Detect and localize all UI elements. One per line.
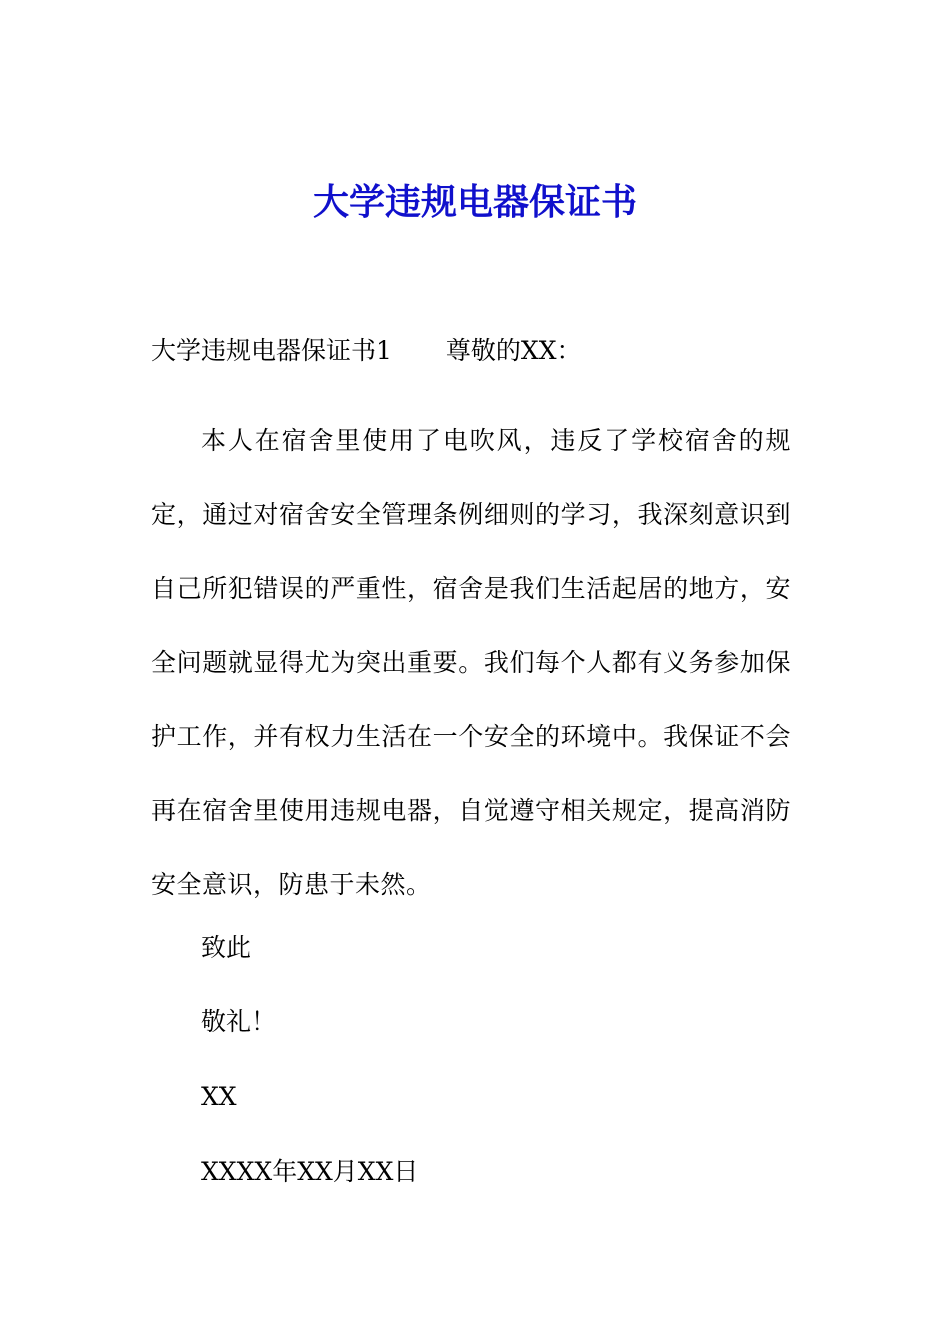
closing-salute: 敬礼！ <box>201 1007 277 1036</box>
document-heading: 大学违规电器保证书1 <box>151 336 392 365</box>
salutation: 尊敬的XX： <box>445 336 582 365</box>
signature: XX <box>201 1082 237 1111</box>
intro-line <box>151 330 582 372</box>
date: XXXX年XX月XX日 <box>201 1157 419 1186</box>
closing-phrase: 致此 <box>201 933 252 962</box>
body-paragraph: 本人在宿舍里使用了电吹风，违反了学校宿舍的规定，通过对宿舍安全管理条例细则的学习，我深刻意识到自己所犯错误的严重性，宿舍是我们生活起居的地方，安全问题就显得尤为突出重要。我们每个人都有义务参加保护工作，并有权力生活在一个安全的环境中。我保证不会再在宿舍里使用违规电器，自觉遵守相关规定，提高消防安全意识，防患于未然。 <box>151 426 791 899</box>
document-title: 大学违规电器保证书 <box>312 181 637 223</box>
